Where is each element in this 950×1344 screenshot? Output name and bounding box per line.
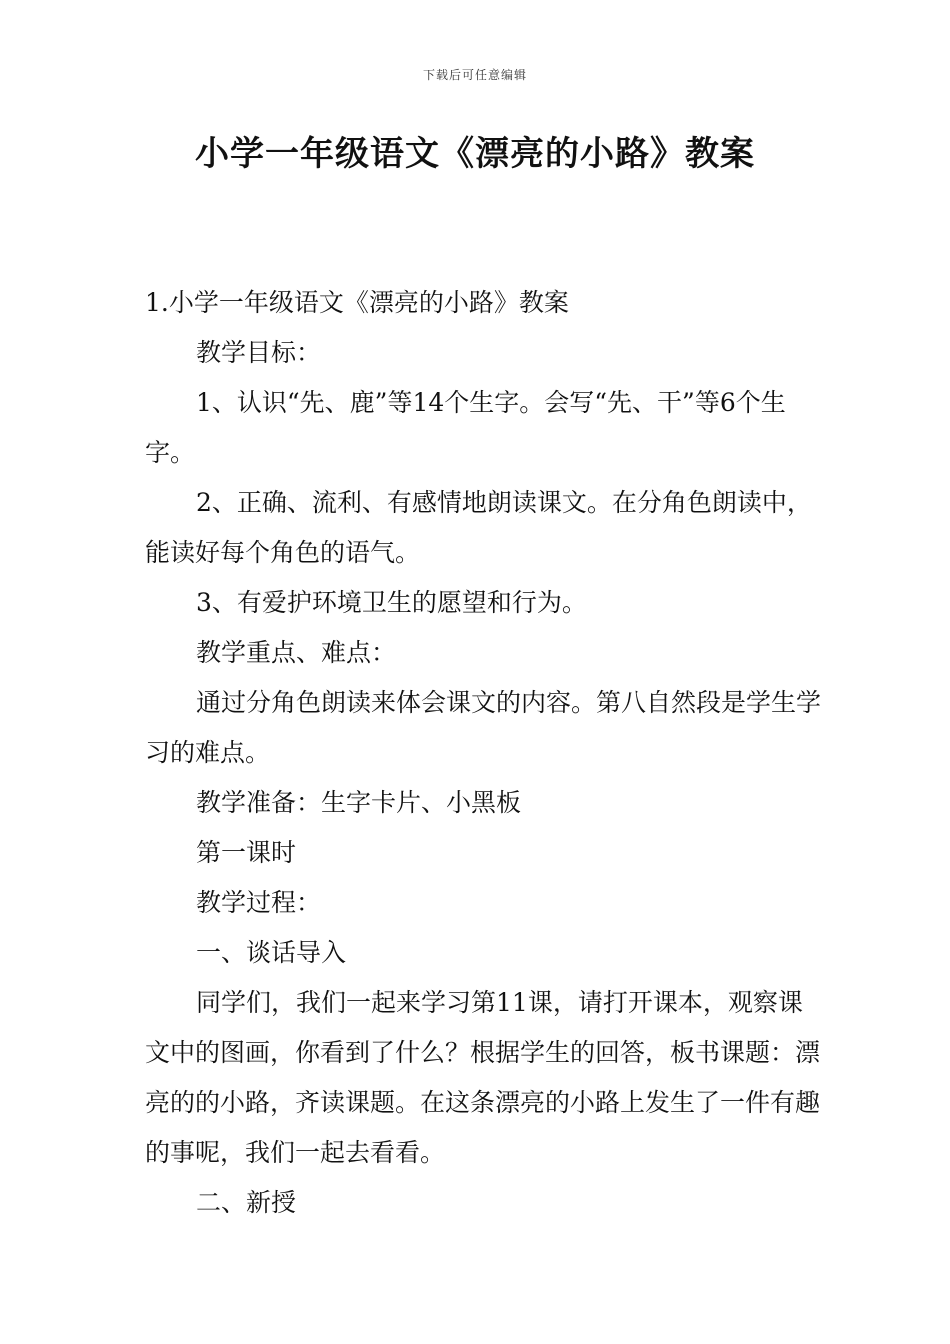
- paragraph-section-one: 一、谈话导入: [196, 938, 347, 967]
- paragraph-key-points-label: 教学重点、难点：: [196, 638, 397, 667]
- document-title: 小学一年级语文《漂亮的小路》教案: [195, 134, 755, 174]
- header-note: 下载后可任意编辑: [422, 68, 527, 82]
- document-body: [145, 278, 825, 1228]
- paragraph-objectives-label: 教学目标：: [196, 338, 322, 367]
- paragraph-heading: 1.小学一年级语文《漂亮的小路》教案: [145, 288, 569, 317]
- paragraph-introduction: 同学们，我们一起来学习第11课，请打开课本，观察课文中的图画，你看到了什么？根据学生的回答，板书课题：漂亮的的小路，齐读课题。在这条漂亮的小路上发生了一件有趣的事呢，我们一起去看看。: [145, 988, 821, 1167]
- paragraph-objective-1: 1、认识“先、鹿”等14个生字。会写“先、干”等6个生字。: [145, 388, 786, 467]
- paragraph-process-label: 教学过程：: [196, 888, 322, 917]
- paragraph-objective-2: 2、正确、流利、有感情地朗读课文。在分角色朗读中，能读好每个角色的语气。: [145, 488, 812, 567]
- paragraph-objective-3: 3、有爱护环境卫生的愿望和行为。: [196, 588, 587, 617]
- paragraph-section-two: 二、新授: [196, 1188, 297, 1217]
- paragraph-preparation: 教学准备：生字卡片、小黑板: [196, 788, 522, 817]
- paragraph-lesson-one: 第一课时: [196, 838, 297, 867]
- paragraph-key-points: 通过分角色朗读来体会课文的内容。第八自然段是学生学习的难点。: [145, 688, 822, 767]
